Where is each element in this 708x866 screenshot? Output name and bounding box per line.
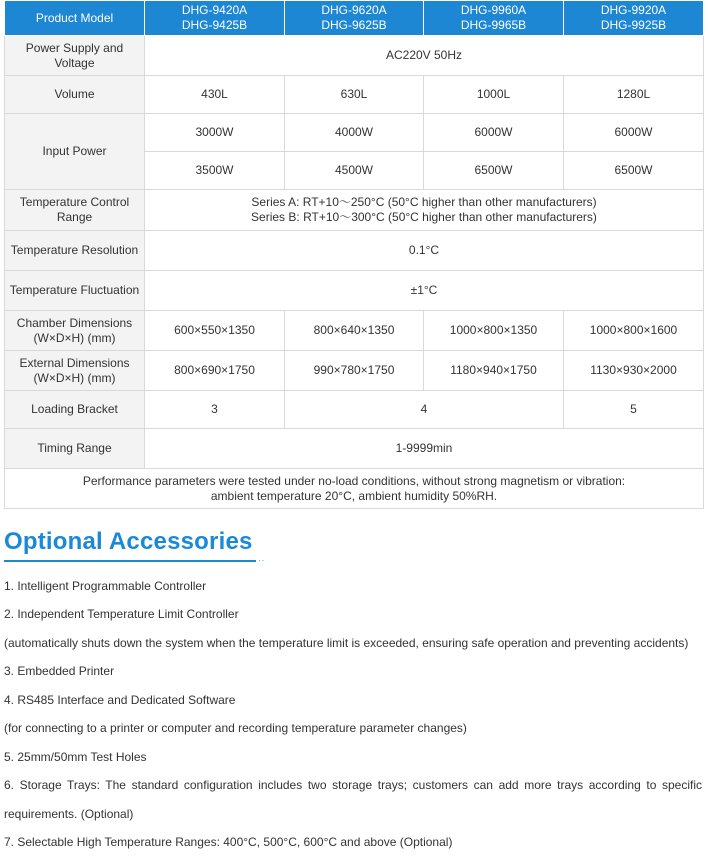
loading-bracket-value: 3 bbox=[145, 391, 285, 429]
model-cell: DHG-9960A DHG-9965B bbox=[424, 1, 564, 36]
volume-row bbox=[5, 76, 704, 114]
accessory-item: 3. Embedded Printer bbox=[4, 664, 115, 678]
accessory-item: 2. Independent Temperature Limit Controller bbox=[4, 607, 239, 621]
input-power-value: 6000W bbox=[424, 114, 564, 152]
temp-control-label: Temperature Control Range bbox=[5, 190, 145, 231]
input-power-value: 3000W bbox=[145, 114, 285, 152]
input-power-value: 3500W bbox=[145, 152, 285, 190]
external-dimensions-value: 990×780×1750 bbox=[285, 351, 424, 391]
volume-label: Volume bbox=[5, 76, 145, 114]
accessory-item: 4. RS485 Interface and Dedicated Software bbox=[4, 693, 236, 707]
header-row bbox=[5, 1, 704, 36]
volume-value: 430L bbox=[145, 76, 285, 114]
input-power-value: 6000W bbox=[564, 114, 704, 152]
temp-control-value: Series A: RT+10～250°C (50°C higher than other manufacturers) Series B: RT+10～300°C (50°C higher than other manufacturers) bbox=[145, 190, 704, 231]
loading-bracket-row bbox=[5, 391, 704, 429]
temp-fluctuation-row bbox=[5, 271, 704, 311]
input-power-value: 6500W bbox=[424, 152, 564, 190]
temp-control-row bbox=[5, 190, 704, 231]
loading-bracket-value: 4 bbox=[285, 391, 564, 429]
volume-value: 1280L bbox=[564, 76, 704, 114]
spec-table bbox=[4, 0, 704, 509]
chamber-dimensions-row bbox=[5, 311, 704, 351]
timing-range-value: 1-9999min bbox=[145, 429, 704, 469]
model-cell: DHG-9920A DHG-9925B bbox=[564, 1, 704, 36]
input-power-value: 4000W bbox=[285, 114, 424, 152]
accessory-item: 6. Storage Trays: The standard configuration includes two storage trays; customers can add more trays according to specific bbox=[4, 778, 702, 792]
loading-bracket-label: Loading Bracket bbox=[5, 391, 145, 429]
test-conditions-note: Performance parameters were tested under no-load conditions, without strong magnetism or vibration: ambient temperature 20°C, ambient humidity 50%RH. bbox=[5, 469, 704, 509]
model-cell: DHG-9420A DHG-9425B bbox=[145, 1, 285, 36]
temp-resolution-label: Temperature Resolution bbox=[5, 231, 145, 271]
model-cell: DHG-9620A DHG-9625B bbox=[285, 1, 424, 36]
temp-fluctuation-value: ±1°C bbox=[145, 271, 704, 311]
optional-accessories-heading bbox=[4, 526, 266, 566]
loading-bracket-value: 5 bbox=[564, 391, 704, 429]
external-dimensions-value: 800×690×1750 bbox=[145, 351, 285, 391]
chamber-dimensions-value: 1000×800×1600 bbox=[564, 311, 704, 351]
power-supply-label: Power Supply and Voltage bbox=[5, 36, 145, 76]
chamber-dimensions-value: 1000×800×1350 bbox=[424, 311, 564, 351]
note-row bbox=[5, 469, 704, 509]
accessory-item: 1. Intelligent Programmable Controller bbox=[4, 579, 207, 593]
chamber-dimensions-value: 800×640×1350 bbox=[285, 311, 424, 351]
external-dimensions-row bbox=[5, 351, 704, 391]
input-power-label: Input Power bbox=[5, 114, 145, 190]
timing-range-row bbox=[5, 429, 704, 469]
volume-value: 1000L bbox=[424, 76, 564, 114]
external-dimensions-value: 1180×940×1750 bbox=[424, 351, 564, 391]
accessory-item-note: (for connecting to a printer or computer and recording temperature parameter changes) bbox=[4, 721, 467, 735]
accessory-item-continued: requirements. (Optional) bbox=[4, 807, 134, 821]
input-power-value: 6500W bbox=[564, 152, 704, 190]
underline-dots-decoration: ·· bbox=[258, 556, 266, 565]
input-power-value: 4500W bbox=[285, 152, 424, 190]
timing-range-label: Timing Range bbox=[5, 429, 145, 469]
external-dimensions-label: External Dimensions (W×D×H) (mm) bbox=[5, 351, 145, 391]
power-supply-row bbox=[5, 36, 704, 76]
input-power-row-a bbox=[5, 114, 704, 152]
temp-fluctuation-label: Temperature Fluctuation bbox=[5, 271, 145, 311]
temp-resolution-value: 0.1°C bbox=[145, 231, 704, 271]
volume-value: 630L bbox=[285, 76, 424, 114]
accessory-item: 7. Selectable High Temperature Ranges: 400°C, 500°C, 600°C and above (Optional) bbox=[4, 835, 453, 849]
section-title: Optional Accessories bbox=[4, 528, 253, 555]
temp-resolution-row bbox=[5, 231, 704, 271]
external-dimensions-value: 1130×930×2000 bbox=[564, 351, 704, 391]
title-underline bbox=[4, 560, 256, 562]
chamber-dimensions-label: Chamber Dimensions (W×D×H) (mm) bbox=[5, 311, 145, 351]
product-model-label: Product Model bbox=[5, 1, 145, 36]
accessory-item: 5. 25mm/50mm Test Holes bbox=[4, 750, 147, 764]
chamber-dimensions-value: 600×550×1350 bbox=[145, 311, 285, 351]
power-supply-value: AC220V 50Hz bbox=[145, 36, 704, 76]
accessory-item-note: (automatically shuts down the system when the temperature limit is exceeded, ensuring safe operation and preventing accidents) bbox=[4, 636, 689, 650]
